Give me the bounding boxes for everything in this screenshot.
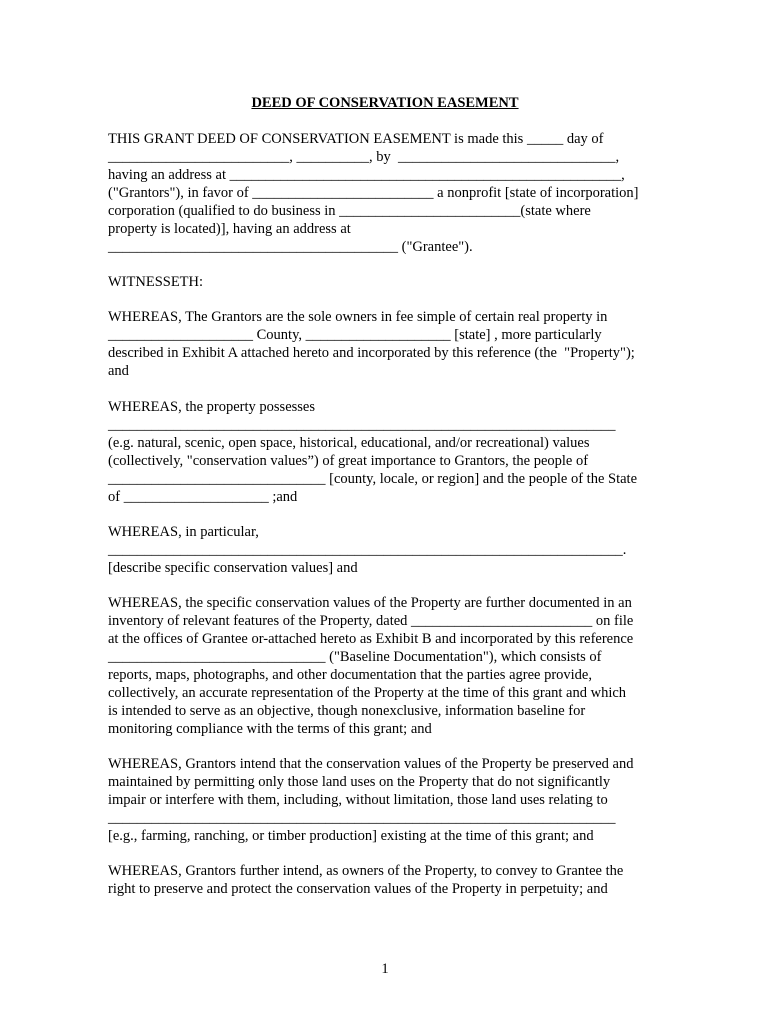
whereas-owners-line-2: ____________________ County, ____________________ [state] , more particularly [108,327,602,343]
preamble-line-5: corporation (qualified to do business in _________________________(state where [108,203,595,219]
preamble-line-2: _________________________, __________, by ______________________________, [108,149,620,165]
witnesseth-heading: WITNESSETH: [108,274,204,290]
whereas-possesses-line-3: (e.g. natural, scenic, open space, historical, educational, and/or recreational) values [108,435,590,451]
whereas-possesses-line-5: ______________________________ [county, locale, or region] and the people of the State [108,471,638,487]
whereas-documented-line-2: inventory of relevant features of the Property, dated _________________________ on file [108,613,634,629]
document-title: DEED OF CONSERVATION EASEMENT [251,95,519,111]
page-number: 1 [381,961,389,977]
whereas-intend-line-1: WHEREAS, Grantors intend that the conservation values of the Property be preserved and [108,756,634,772]
preamble-line-4: ("Grantors"), in favor of _________________________ a nonprofit [state of incorporation] [108,185,639,201]
whereas-particular-line-2: _______________________________________________________________________. [108,542,627,558]
whereas-particular-line-3: [describe specific conservation values] and [108,560,358,576]
preamble-line-6: property is located)], having an address at [108,221,351,237]
whereas-intend-line-5: [e.g., farming, ranching, or timber production] existing at the time of this grant; and [108,828,594,844]
whereas-documented-line-6: collectively, an accurate representation of the Property at the time of this grant and which [108,685,627,701]
whereas-documented-line-3: at the offices of Grantee or-attached hereto as Exhibit B and incorporated by this reference [108,631,634,647]
preamble-line-1: THIS GRANT DEED OF CONSERVATION EASEMENT is made this _____ day of [108,131,604,147]
whereas-documented-line-1: WHEREAS, the specific conservation values of the Property are further documented in an [108,595,632,611]
whereas-possesses-line-6: of ____________________ ;and [108,489,298,505]
preamble-line-3: having an address at ______________________________________________________, [108,167,625,183]
whereas-owners-line-3: described in Exhibit A attached hereto and incorporated by this reference (the "Property"); [108,345,635,361]
preamble-line-7: ________________________________________ ("Grantee"). [108,239,473,255]
whereas-particular-line-1: WHEREAS, in particular, [108,524,259,540]
whereas-convey-line-1: WHEREAS, Grantors further intend, as owners of the Property, to convey to Grantee the [108,863,624,879]
whereas-possesses-line-2: ______________________________________________________________________ [108,417,616,433]
whereas-intend-line-2: maintained by permitting only those land uses on the Property that do not significantly [108,774,611,790]
whereas-owners-line-1: WHEREAS, The Grantors are the sole owners in fee simple of certain real property in [108,309,608,325]
whereas-owners-line-4: and [108,363,129,379]
whereas-documented-line-8: monitoring compliance with the terms of this grant; and [108,721,432,737]
whereas-convey-line-2: right to preserve and protect the conservation values of the Property in perpetuity; and [108,881,608,897]
whereas-documented-line-5: reports, maps, photographs, and other documentation that the parties agree provide, [108,667,592,683]
whereas-documented-line-7: is intended to serve as an objective, though nonexclusive, information baseline for [108,703,586,719]
whereas-possesses-line-1: WHEREAS, the property possesses [108,399,316,415]
whereas-intend-line-4: ______________________________________________________________________ [108,810,616,826]
whereas-documented-line-4: ______________________________ ("Baseline Documentation"), which consists of [108,649,602,665]
whereas-possesses-line-4: (collectively, "conservation values”) of great importance to Grantors, the people of [108,453,589,469]
whereas-intend-line-3: impair or interfere with them, including, without limitation, those land uses relating to [108,792,608,808]
